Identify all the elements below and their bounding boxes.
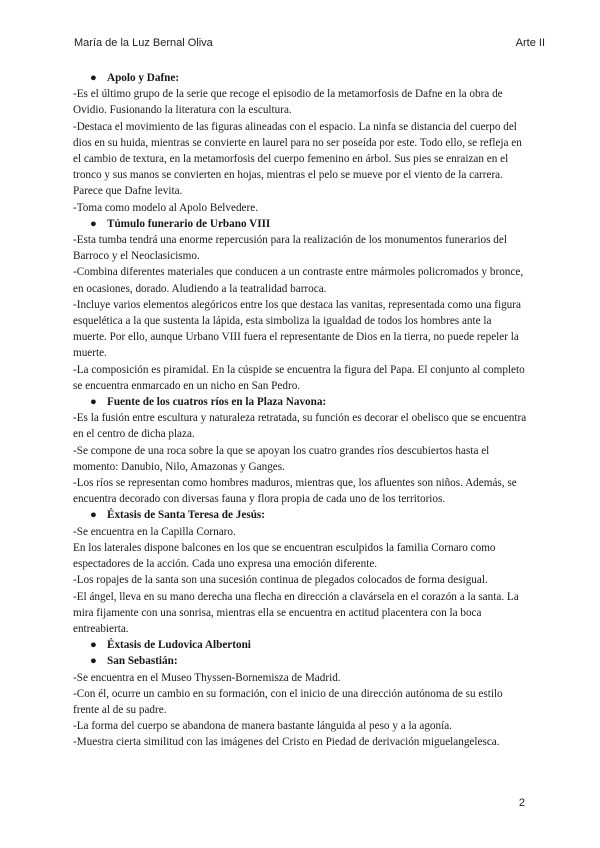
paragraph: -La forma del cuerpo se abandona de manera bastante lánguida al peso y a la agonía.	[73, 720, 452, 733]
section-title-text: San Sebastián:	[107, 655, 178, 668]
paragraph: -La composición es piramidal. En la cúspide se encuentra la figura del Papa. El conjunto al completo se encuentra enmarcado en un nicho en San Pedro.	[73, 363, 525, 392]
paragraph: En los laterales dispone balcones en los que se encuentran esculpidos la familia Cornaro como espectadores de la acción. Cada uno expresa una emoción diferente.	[73, 541, 496, 571]
section-heading	[73, 637, 528, 653]
bullet-icon: ●	[90, 509, 97, 522]
bullet-icon: ●	[90, 655, 97, 668]
paragraph: -Incluye varios elementos alegóricos entre los que destaca las vanitas, representada como una figura esquelética a la que sustenta la lápida, esta simboliza la igualdad de todos los hombres ante la muerte. Por ello, aunque Urbano VIII fuera el representante de Dios en la tierra, no puede repeler la muerte.	[73, 298, 521, 360]
section-heading	[73, 216, 528, 232]
page-number: 2	[518, 797, 525, 809]
section-title-text: Éxtasis de Santa Teresa de Jesús:	[107, 509, 265, 522]
section-heading	[73, 507, 528, 523]
paragraph: -Se encuentra en la Capilla Cornaro.	[73, 525, 236, 538]
paragraph: -Combina diferentes materiales que conducen a un contraste entre mármoles policromados y bronce, en ocasiones, dorado. Aludiendo a la teatralidad barroca.	[73, 266, 524, 295]
section-title-text: Apolo y Dafne:	[107, 72, 180, 84]
bullet-icon: ●	[90, 639, 97, 652]
paragraph: -Con él, ocurre un cambio en su formación, con el inicio de una dirección autónoma de su estilo frente al de su padre.	[73, 687, 503, 716]
paragraph: -Toma como modelo al Apolo Belvedere.	[73, 201, 259, 214]
paragraph: -Se compone de una roca sobre la que se apoyan los cuatro grandes ríos descubiertos hasta el momento: Danubio, Nilo, Amazonas y Ganges.	[73, 444, 490, 473]
paragraph: -Es el último grupo de la serie que recoge el episodio de la metamorfosis de Dafne en la obra de Ovidio. Fusionando la literatura con la escultura.	[73, 88, 503, 117]
bullet-icon: ●	[90, 72, 97, 84]
paragraph: -Muestra cierta similitud con las imágenes del Cristo en Piedad de derivación miguelangelesca.	[73, 736, 500, 749]
paragraph: -Los ríos se representan como hombres maduros, mientras que, los afluentes son niños. Además, se encuentra decorado con diversas fauna y flora propia de cada uno de los territorios.	[73, 477, 517, 506]
bullet-icon: ●	[90, 396, 97, 409]
header-subject: Arte II	[515, 37, 545, 49]
section-heading	[73, 394, 528, 410]
bullet-icon: ●	[90, 217, 97, 230]
section-title-text: Fuente de los cuatros ríos en la Plaza Navona:	[107, 396, 327, 409]
header-author: María de la Luz Bernal Oliva	[74, 37, 213, 49]
paragraph: -Es la fusión entre escultura y naturaleza retratada, su función es decorar el obelisco que se encuentra en el centro de dicha plaza.	[73, 412, 527, 441]
document-body	[73, 70, 528, 751]
paragraph: -Esta tumba tendrá una enorme repercusión para la realización de los monumentos funerarios del Barroco y el Neoclasicismo.	[73, 234, 507, 263]
section-title-text: Túmulo funerario de Urbano VIII	[107, 217, 271, 230]
paragraph: -Los ropajes de la santa son una sucesión continua de plegados colocados de forma desigual.	[73, 574, 488, 587]
paragraph: -Se encuentra en el Museo Thyssen-Bornemisza de Madrid.	[73, 671, 341, 684]
section-title-text: Éxtasis de Ludovica Albertoni	[107, 639, 251, 652]
paragraph: -El ángel, lleva en su mano derecha una flecha en dirección a clavársela en el corazón a la santa. La mira fijamente con una sonrisa, mientras ella se encuentra en actitud placentera con la boca entreabierta.	[73, 590, 519, 635]
section-heading	[73, 70, 528, 86]
section-heading	[73, 653, 528, 669]
paragraph: -Destaca el movimiento de las figuras alineadas con el espacio. La ninfa se distancia del cuerpo del dios en su huida, mientras se convierte en laurel para no ser poseída por este. Todo ello, se refleja en el cambio de textura, en la metamorfosis del cuerpo femenino en árbol. Sus pies se enraizan en el tronco y sus manos se convierten en hojas, mientras el pelo se mueve por el viento de la carrera. Parece que Dafne levita.	[73, 120, 522, 198]
